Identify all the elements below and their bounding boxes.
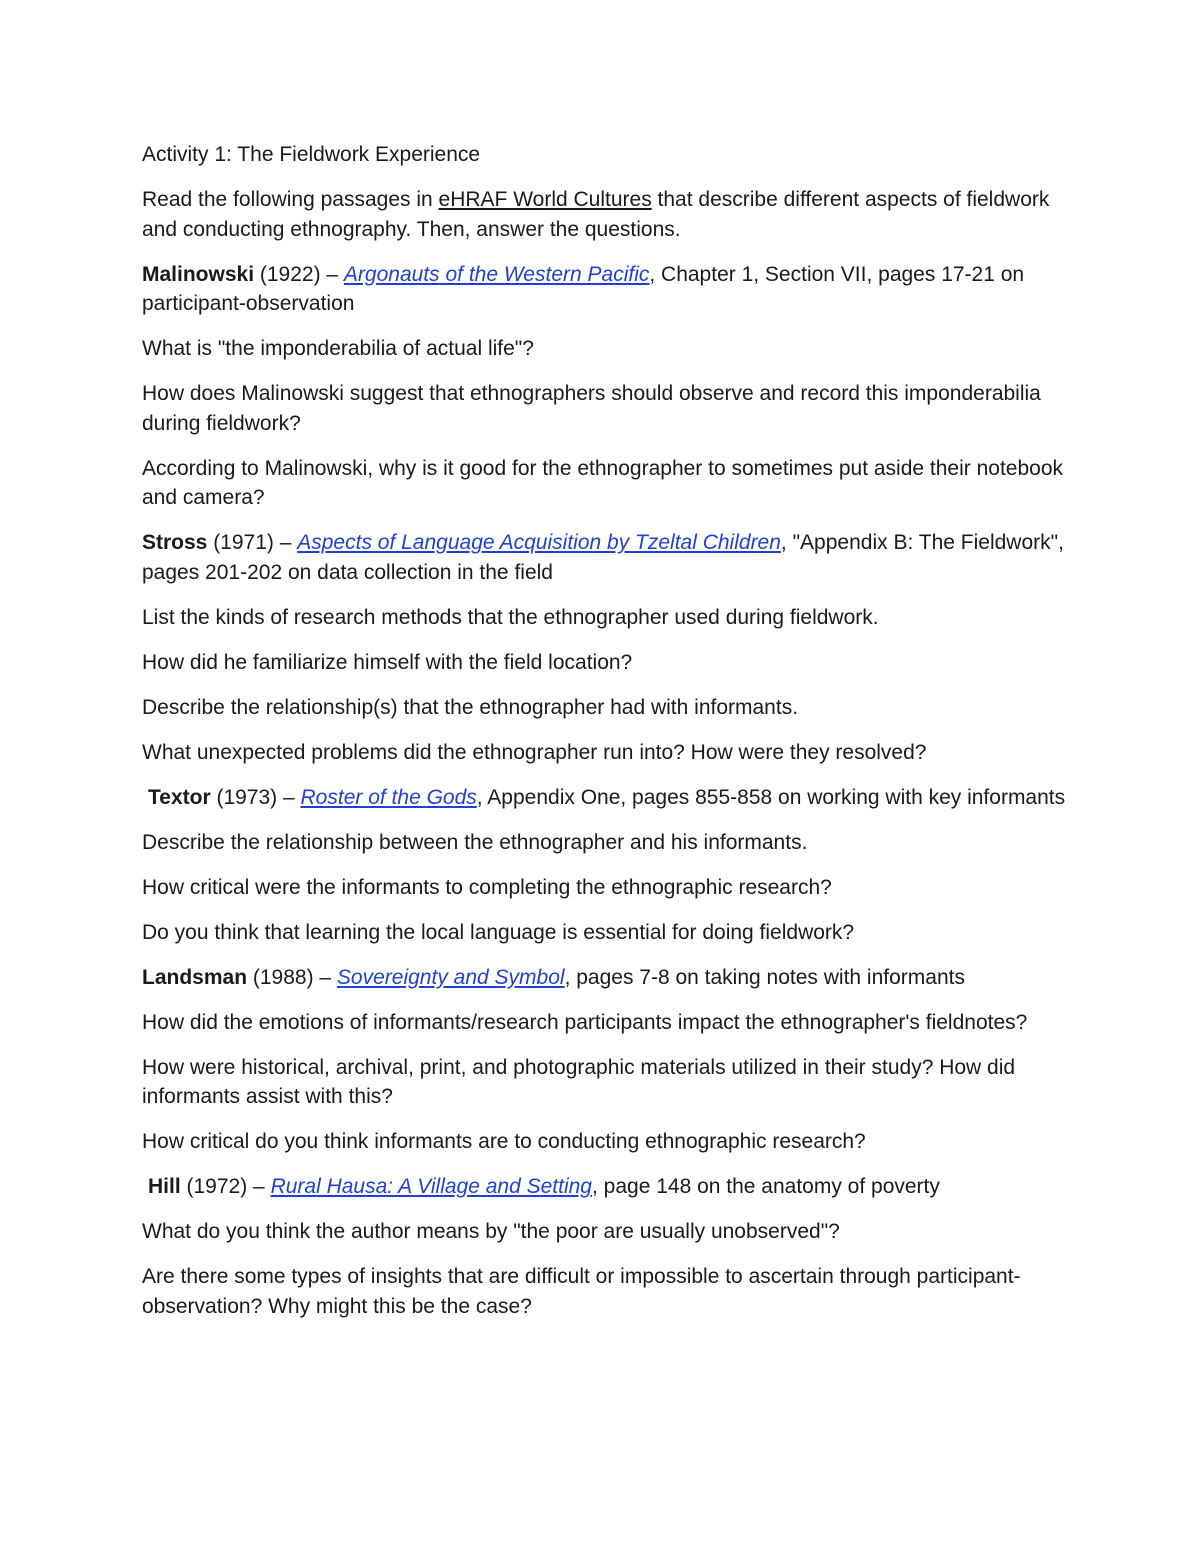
reading-citation bbox=[142, 1172, 1072, 1202]
citation-author: Malinowski bbox=[142, 262, 255, 286]
citation-year: (1971) – bbox=[207, 531, 298, 554]
citation-detail: , Appendix One, pages 855-858 on working with key informants bbox=[476, 785, 1066, 809]
question: List the kinds of research methods that the ethnographer used during fieldwork. bbox=[142, 605, 879, 629]
citation-work-link[interactable]: Roster of the Gods bbox=[300, 785, 477, 809]
question: How critical were the informants to completing the ethnographic research? bbox=[142, 875, 832, 899]
citation-author: Textor bbox=[148, 785, 211, 809]
question: How did he familiarize himself with the field location? bbox=[142, 650, 633, 674]
question: How did the emotions of informants/research participants impact the ethnographer's fieldnotes? bbox=[142, 1010, 1028, 1034]
citation-work-link[interactable]: Rural Hausa: A Village and Setting bbox=[270, 1175, 592, 1198]
reading-citation bbox=[142, 528, 1072, 587]
citation-work-link[interactable]: Argonauts of the Western Pacific bbox=[343, 262, 650, 286]
citation-year: (1973) – bbox=[210, 785, 301, 809]
reading-citation bbox=[142, 963, 1072, 993]
document-page bbox=[142, 140, 1072, 1337]
question: Describe the relationship between the ethnographer and his informants. bbox=[142, 830, 808, 854]
citation-author: Stross bbox=[142, 531, 208, 554]
citation-detail: , Chapter 1, Section VII, pages 17-21 on participant-observation bbox=[142, 262, 1025, 315]
question: What do you think the author means by "the poor are usually unobserved"? bbox=[142, 1220, 840, 1243]
intro-text-before: Read the following passages in bbox=[142, 188, 439, 211]
citation-detail: , "Appendix B: The Fieldwork", pages 201-202 on data collection in the field bbox=[142, 531, 1064, 584]
reading-citation bbox=[142, 260, 1072, 319]
citation-author: Landsman bbox=[142, 965, 248, 989]
question: Are there some types of insights that are difficult or impossible to ascertain through participant-observation? Why might this be the case? bbox=[142, 1265, 1021, 1318]
question: What unexpected problems did the ethnographer run into? How were they resolved? bbox=[142, 740, 927, 764]
intro-paragraph bbox=[142, 185, 1072, 244]
question: How does Malinowski suggest that ethnographers should observe and record this imponderabilia during fieldwork? bbox=[142, 382, 1041, 435]
document-title: Activity 1: The Fieldwork Experience bbox=[142, 143, 481, 166]
question: How were historical, archival, print, and photographic materials utilized in their study? How did informants assist with this? bbox=[142, 1055, 1016, 1108]
citation-detail: , page 148 on the anatomy of poverty bbox=[591, 1175, 940, 1198]
intro-text-after: that describe different aspects of fieldwork and conducting ethnography. Then, answer the questions. bbox=[142, 188, 1050, 241]
question: Describe the relationship(s) that the ethnographer had with informants. bbox=[142, 695, 799, 719]
citation-work-link[interactable]: Aspects of Language Acquisition by Tzeltal Children bbox=[297, 531, 781, 554]
ehraf-link[interactable]: eHRAF World Cultures bbox=[438, 188, 652, 211]
citation-year: (1988) – bbox=[247, 965, 337, 989]
citation-detail: , pages 7-8 on taking notes with informants bbox=[564, 965, 965, 989]
question: According to Malinowski, why is it good for the ethnographer to sometimes put aside their notebook and camera? bbox=[142, 456, 1063, 509]
question: What is "the imponderabilia of actual life"? bbox=[142, 337, 534, 360]
reading-citation bbox=[142, 783, 1072, 813]
citation-year: (1972) – bbox=[180, 1175, 271, 1198]
question: Do you think that learning the local language is essential for doing fieldwork? bbox=[142, 920, 855, 944]
citation-year: (1922) – bbox=[254, 262, 344, 286]
citation-work-link[interactable]: Sovereignty and Symbol bbox=[336, 965, 565, 989]
citation-author: Hill bbox=[148, 1175, 181, 1198]
question: How critical do you think informants are to conducting ethnographic research? bbox=[142, 1130, 866, 1153]
